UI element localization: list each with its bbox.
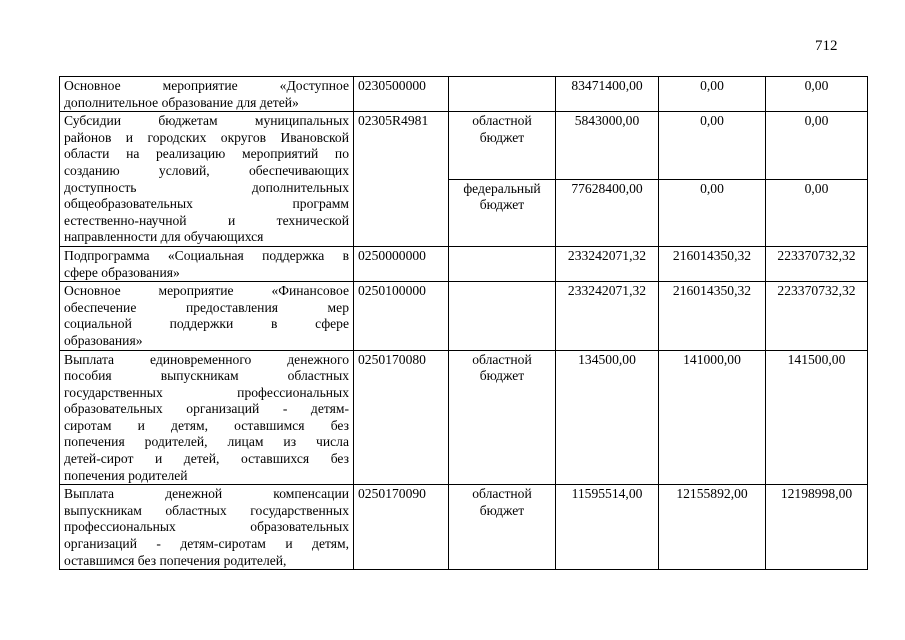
row-value-1: 233242071,32 — [556, 282, 659, 350]
row-name-line: сфере образования» — [64, 264, 180, 280]
row-name — [60, 350, 354, 485]
row-code: 0250100000 — [354, 282, 449, 350]
row-funding-source: федеральный бюджет — [449, 179, 556, 246]
row-funding-source: областной бюджет — [449, 350, 556, 485]
row-name-line: общеобразовательных программ — [64, 196, 349, 212]
row-name-line: созданию условий, обеспечивающих — [64, 162, 349, 178]
row-name — [60, 246, 354, 281]
row-name-line: профессиональных образовательных — [64, 519, 349, 535]
row-name-line: детей-сирот и детей, оставшихся без — [64, 451, 349, 467]
row-name-line: организаций - детям-сиротам и детям, — [64, 536, 349, 552]
row-value-3: 0,00 — [766, 179, 868, 246]
row-value-3: 223370732,32 — [766, 246, 868, 281]
row-value-3: 12198998,00 — [766, 485, 868, 570]
table-row — [60, 77, 868, 112]
row-value-1: 134500,00 — [556, 350, 659, 485]
table-row — [60, 112, 868, 179]
row-name-line: Основное мероприятие «Доступное — [64, 78, 349, 93]
row-name-line: выпускникам областных государственных — [64, 502, 349, 518]
row-name-line: оставшимся без попечения родителей, — [64, 552, 287, 568]
row-name-line: районов и городских округов Ивановской — [64, 129, 349, 145]
row-value-1: 5843000,00 — [556, 112, 659, 179]
row-name-line: Основное мероприятие «Финансовое — [64, 283, 349, 299]
page-number: 712 — [815, 38, 838, 54]
row-value-1: 77628400,00 — [556, 179, 659, 246]
row-value-1: 11595514,00 — [556, 485, 659, 570]
row-name-line: попечения родителей, лицам из числа — [64, 434, 349, 450]
row-funding-source: областной бюджет — [449, 485, 556, 570]
row-name-line: образования» — [64, 332, 143, 348]
row-code: 0230500000 — [354, 77, 449, 112]
table-row — [60, 485, 868, 570]
row-funding-source — [449, 282, 556, 350]
row-value-1: 83471400,00 — [556, 77, 659, 112]
row-name — [60, 112, 354, 247]
row-value-3: 0,00 — [766, 77, 868, 112]
row-code: 02305R4981 — [354, 112, 449, 247]
row-value-1: 233242071,32 — [556, 246, 659, 281]
row-name-line: области на реализацию мероприятий по — [64, 146, 349, 162]
row-name-line: доступность дополнительных — [64, 179, 349, 195]
row-name-line: государственных профессиональных — [64, 384, 349, 400]
table-row — [60, 282, 868, 350]
row-value-2: 0,00 — [659, 112, 766, 179]
budget-table — [59, 76, 868, 570]
row-code: 0250000000 — [354, 246, 449, 281]
row-name-line: Выплата денежной компенсации — [64, 486, 349, 502]
row-value-2: 0,00 — [659, 77, 766, 112]
row-value-3: 223370732,32 — [766, 282, 868, 350]
row-name-line: дополнительное образование для детей» — [64, 94, 299, 110]
row-name-line: обеспечение предоставления мер — [64, 299, 349, 315]
row-name-line: Подпрограмма «Социальная поддержка в — [64, 247, 349, 263]
row-name-line: попечения родителей — [64, 467, 188, 483]
row-name-line: Выплата единовременного денежного — [64, 351, 349, 367]
row-code: 0250170080 — [354, 350, 449, 485]
row-name — [60, 485, 354, 570]
row-name-line: пособия выпускникам областных — [64, 368, 349, 384]
row-code: 0250170090 — [354, 485, 449, 570]
row-name-line: направленности для обучающихся — [64, 229, 264, 245]
row-name-line: сиротам и детям, оставшимся без — [64, 417, 349, 433]
row-value-3: 141500,00 — [766, 350, 868, 485]
row-value-2: 141000,00 — [659, 350, 766, 485]
row-value-2: 0,00 — [659, 179, 766, 246]
row-value-2: 216014350,32 — [659, 282, 766, 350]
row-name-line: естественно-научной и технической — [64, 212, 349, 228]
row-name — [60, 282, 354, 350]
row-funding-source — [449, 246, 556, 281]
table-row — [60, 246, 868, 281]
row-name-line: образовательных организаций - детям- — [64, 401, 349, 417]
budget-table-body — [60, 77, 868, 570]
row-name-line: Субсидии бюджетам муниципальных — [64, 113, 349, 129]
row-value-2: 12155892,00 — [659, 485, 766, 570]
table-row — [60, 350, 868, 485]
row-value-2: 216014350,32 — [659, 246, 766, 281]
row-name-line: социальной поддержки в сфере — [64, 316, 349, 332]
row-funding-source — [449, 77, 556, 112]
row-name — [60, 77, 354, 112]
row-funding-source: областной бюджет — [449, 112, 556, 179]
row-value-3: 0,00 — [766, 112, 868, 179]
